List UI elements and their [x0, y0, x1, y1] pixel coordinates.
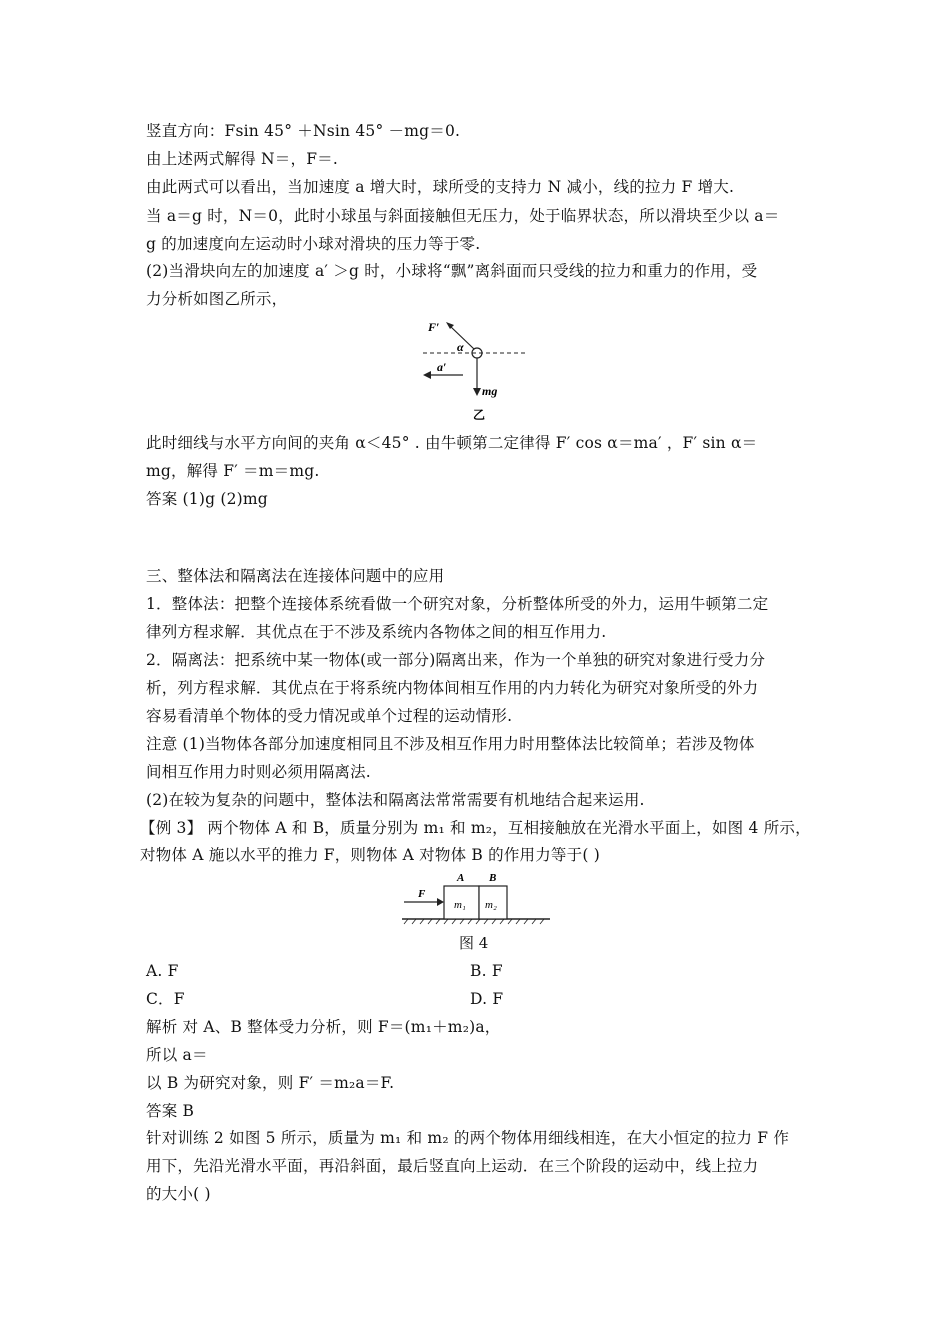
figure-4-caption: 图 4 [459, 934, 489, 952]
text-line: 以 B 为研究对象，则 F′ ＝m₂a＝F. [146, 1074, 395, 1092]
text-line: 间相互作用力时则必须用隔离法. [146, 763, 371, 781]
text-line: 力分析如图乙所示， [146, 290, 288, 308]
text-line: 对物体 A 施以水平的推力 F，则物体 A 对物体 B 的作用力等于( ) [140, 846, 600, 864]
gravity-arrowhead [473, 388, 481, 396]
text-line: 由此两式可以看出，当加速度 a 增大时，球所受的支持力 N 减小，线的拉力 F 增大. [146, 178, 735, 196]
text-line: 容易看清单个物体的受力情况或单个过程的运动情形. [146, 707, 513, 725]
acceleration-arrowhead [423, 371, 431, 379]
text-line: 析，列方程求解．其优点在于将系统内物体间相互作用的内力转化为研究对象所受的外力 [146, 679, 759, 697]
text-line: (2)在较为复杂的问题中，整体法和隔离法常常需要有机地结合起来运用. [146, 791, 645, 809]
text-line: 由上述两式解得 N＝，F＝. [146, 150, 338, 168]
text-line: mg，解得 F′ ＝m＝mg. [146, 462, 320, 480]
text-line: 当 a＝g 时，N＝0，此时小球虽与斜面接触但无压力，处于临界状态，所以滑块至少以 a＝ [146, 207, 780, 225]
text-line: 答案 (1)g (2)mg [146, 490, 268, 508]
option-a: A. F [146, 962, 179, 980]
figure-4 [400, 870, 555, 930]
block-a-mass: m₁ [454, 899, 466, 911]
option-d: D. F [470, 990, 504, 1008]
text-line: 用下，先沿光滑水平面，再沿斜面，最后竖直向上运动．在三个阶段的运动中，线上拉力 [146, 1157, 759, 1175]
text-line: 解析 对 A、B 整体受力分析，则 F＝(m₁＋m₂)a， [146, 1018, 501, 1036]
push-arrowhead [437, 898, 444, 906]
text-line: 答案 B [146, 1102, 195, 1120]
option-c: C．F [146, 990, 185, 1008]
block-b-mass: m₂ [485, 899, 497, 911]
text-line: 针对训练 2 如图 5 所示，质量为 m₁ 和 m₂ 的两个物体用细线相连，在大小恒定的拉力 F 作 [146, 1129, 790, 1147]
figure-yi-diagram [415, 315, 535, 425]
text-line: 此时细线与水平方向间的夹角 α＜45° . 由牛顿第二定律得 F′ cos α＝ma′ ，F′ sin α＝ [146, 434, 758, 452]
force-label: F′ [428, 320, 440, 334]
text-line: 注意 (1)当物体各部分加速度相同且不涉及相互作用力时用整体法比较简单；若涉及物体 [146, 735, 755, 753]
option-b: B. F [470, 962, 503, 980]
angle-label: α [457, 340, 464, 354]
text-line: 竖直方向：Fsin 45° ＋Nsin 45° －mg＝0. [146, 122, 461, 140]
weight-label: mg [482, 384, 498, 398]
figure-yi [415, 315, 535, 425]
block-a-label: A [457, 872, 465, 884]
text-line: (2)当滑块向左的加速度 a′ ＞g 时，小球将“飘”离斜面而只受线的拉力和重力的作用，受 [146, 262, 758, 280]
text-line: 2．隔离法：把系统中某一物体(或一部分)隔离出来，作为一个单独的研究对象进行受力分 [146, 651, 766, 669]
text-line: 所以 a＝ [146, 1046, 208, 1064]
figure-4-diagram [400, 870, 555, 930]
block-b-label: B [489, 872, 497, 884]
section-heading: 三、整体法和隔离法在连接体问题中的应用 [146, 567, 445, 585]
example-heading: 【例 3】 两个物体 A 和 B，质量分别为 m₁ 和 m₂，互相接触放在光滑水平面上，如图 4 所示， [140, 819, 811, 837]
text-line: g 的加速度向左运动时小球对滑块的压力等于零. [146, 235, 481, 253]
text-line: 1．整体法：把整个连接体系统看做一个研究对象，分析整体所受的外力，运用牛顿第二定 [146, 595, 769, 613]
text-line: 的大小( ) [146, 1185, 211, 1203]
force-label: F [418, 888, 426, 900]
text-line: 律列方程求解．其优点在于不涉及系统内各物体之间的相互作用力. [146, 623, 607, 641]
acceleration-label: a′ [437, 360, 447, 374]
figure-caption: 乙 [473, 408, 486, 422]
